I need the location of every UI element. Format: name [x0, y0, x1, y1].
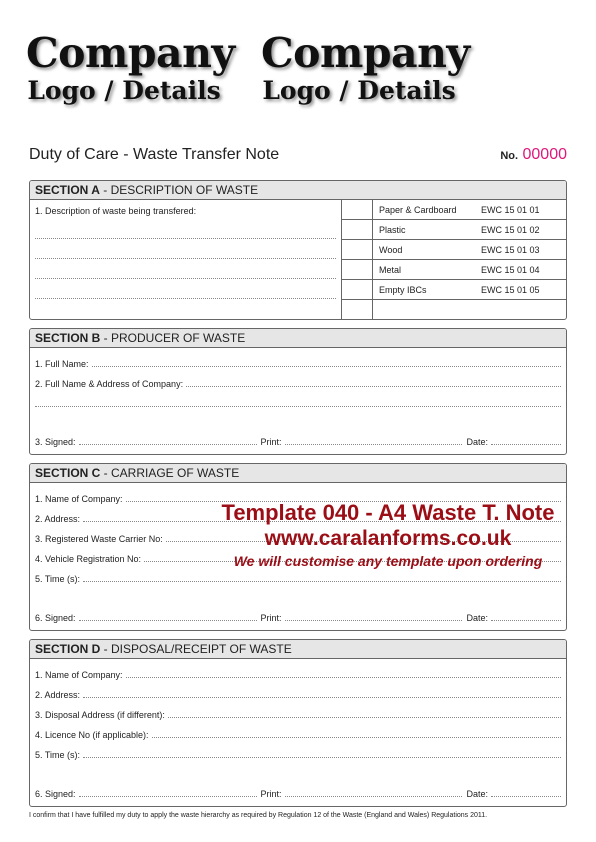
waste-type-row-blank[interactable]: [373, 300, 566, 320]
waste-checkbox[interactable]: [342, 240, 372, 260]
waste-checkbox[interactable]: [342, 280, 372, 300]
signed-label: 3. Signed:: [35, 437, 76, 447]
field-label: 2. Address:: [35, 690, 81, 700]
waste-type-name: Paper & Cardboard: [379, 204, 457, 215]
waste-type-row: [373, 280, 566, 300]
description-line[interactable]: [35, 298, 336, 299]
print-field[interactable]: [285, 796, 463, 797]
watermark-url: www.caralanforms.co.uk: [264, 527, 512, 550]
logo-line2: Logo / Details: [27, 76, 221, 105]
description-line[interactable]: [35, 258, 336, 259]
receiver-address-field[interactable]: [35, 690, 561, 700]
print-field[interactable]: [285, 444, 463, 445]
signed-label: 6. Signed:: [35, 789, 76, 799]
waste-checkbox[interactable]: [342, 200, 372, 220]
signed-label: 6. Signed:: [35, 613, 76, 623]
section-a-label: SECTION A: [35, 183, 100, 197]
logo-line2: Logo / Details: [262, 76, 456, 105]
field-label: 5. Time (s):: [35, 750, 81, 760]
waste-type-code: EWC 15 01 01: [481, 204, 540, 215]
note-number: [500, 146, 567, 164]
print-label: Print:: [260, 437, 282, 447]
disposal-address-field[interactable]: [35, 710, 561, 720]
watermark-tagline: We will customise any template upon ordering: [233, 553, 543, 569]
print-field[interactable]: [285, 620, 463, 621]
waste-checkbox-column: [342, 200, 373, 319]
section-d-header: [30, 640, 566, 659]
date-field[interactable]: [491, 620, 561, 621]
print-label: Print:: [260, 789, 282, 799]
waste-type-name: Empty IBCs: [379, 284, 427, 295]
company-logo-left: [26, 29, 235, 106]
print-label: Print:: [260, 613, 282, 623]
waste-type-name: Metal: [379, 264, 402, 275]
watermark-title: Template 040 - A4 Waste T. Note: [221, 500, 555, 525]
section-c-header: [30, 464, 566, 483]
waste-checkbox[interactable]: [342, 220, 372, 240]
company-logo-right: [261, 29, 470, 106]
date-label: Date:: [466, 789, 488, 799]
producer-signature-row: [35, 437, 561, 447]
field-label: 2. Address:: [35, 514, 81, 524]
waste-type-row: [373, 220, 566, 240]
section-d-label: SECTION D: [35, 642, 101, 656]
section-b: [29, 328, 567, 455]
description-line[interactable]: [35, 278, 336, 279]
field-label: 4. Licence No (if applicable):: [35, 730, 149, 740]
waste-type-code: EWC 15 01 02: [481, 224, 540, 235]
signed-field[interactable]: [79, 796, 257, 797]
section-c-title: - CARRIAGE OF WASTE: [100, 466, 240, 480]
section-d: [29, 639, 567, 807]
section-b-header: [30, 329, 566, 348]
field-label: 1. Name of Company:: [35, 494, 123, 504]
section-a: [29, 180, 567, 320]
waste-type-code: EWC 15 01 05: [481, 284, 540, 295]
field-label: 1. Full Name:: [35, 359, 89, 369]
waste-type-code: EWC 15 01 03: [481, 244, 540, 255]
waste-type-table: [373, 200, 566, 319]
producer-company-address-field[interactable]: [35, 379, 561, 389]
footer-declaration: I confirm that I have fulfilled my duty to apply the waste hierarchy as required by Regulation 12 of the Waste (England and Wales) Regulations 2011.: [29, 812, 488, 819]
description-line[interactable]: [35, 238, 336, 239]
waste-type-name: Wood: [379, 244, 403, 255]
producer-full-name-field[interactable]: [35, 359, 561, 369]
signed-field[interactable]: [79, 620, 257, 621]
note-number-value: 00000: [522, 146, 567, 163]
waste-type-row: [373, 200, 566, 220]
field-label: 3. Registered Waste Carrier No:: [35, 534, 163, 544]
licence-number-field[interactable]: [35, 730, 561, 740]
carrier-signature-row: [35, 613, 561, 623]
section-b-label: SECTION B: [35, 331, 101, 345]
field-label: 2. Full Name & Address of Company:: [35, 379, 184, 389]
field-label: 4. Vehicle Registration No:: [35, 554, 142, 564]
waste-description-area[interactable]: [30, 200, 342, 319]
waste-checkbox[interactable]: [342, 260, 372, 280]
section-b-title: - PRODUCER OF WASTE: [100, 331, 246, 345]
date-label: Date:: [466, 613, 488, 623]
date-field[interactable]: [491, 796, 561, 797]
section-d-title: - DISPOSAL/RECEIPT OF WASTE: [100, 642, 292, 656]
waste-description-label: 1. Description of waste being transfered:: [35, 206, 197, 216]
receiver-signature-row: [35, 789, 561, 799]
producer-address-line[interactable]: [35, 406, 561, 407]
date-label: Date:: [466, 437, 488, 447]
date-field[interactable]: [491, 444, 561, 445]
signed-field[interactable]: [79, 444, 257, 445]
field-label: 5. Time (s):: [35, 574, 81, 584]
waste-type-row: [373, 240, 566, 260]
carrier-time-field[interactable]: [35, 574, 561, 584]
logo-line1: Company: [26, 29, 235, 77]
field-label: 1. Name of Company:: [35, 670, 123, 680]
logo-line1: Company: [261, 29, 470, 77]
note-number-label: No.: [500, 150, 519, 162]
waste-type-row: [373, 260, 566, 280]
waste-description-field[interactable]: [35, 206, 336, 216]
section-c-label: SECTION C: [35, 466, 101, 480]
document-title: Duty of Care - Waste Transfer Note: [29, 146, 280, 163]
section-a-header: [30, 181, 566, 200]
waste-type-code: EWC 15 01 04: [481, 264, 540, 275]
template-watermark: [205, 500, 571, 571]
field-label: 3. Disposal Address (if different):: [35, 710, 165, 720]
waste-type-name: Plastic: [379, 224, 406, 235]
receiver-time-field[interactable]: [35, 750, 561, 760]
receiver-company-field[interactable]: [35, 670, 561, 680]
section-a-title: - DESCRIPTION OF WASTE: [99, 183, 259, 197]
